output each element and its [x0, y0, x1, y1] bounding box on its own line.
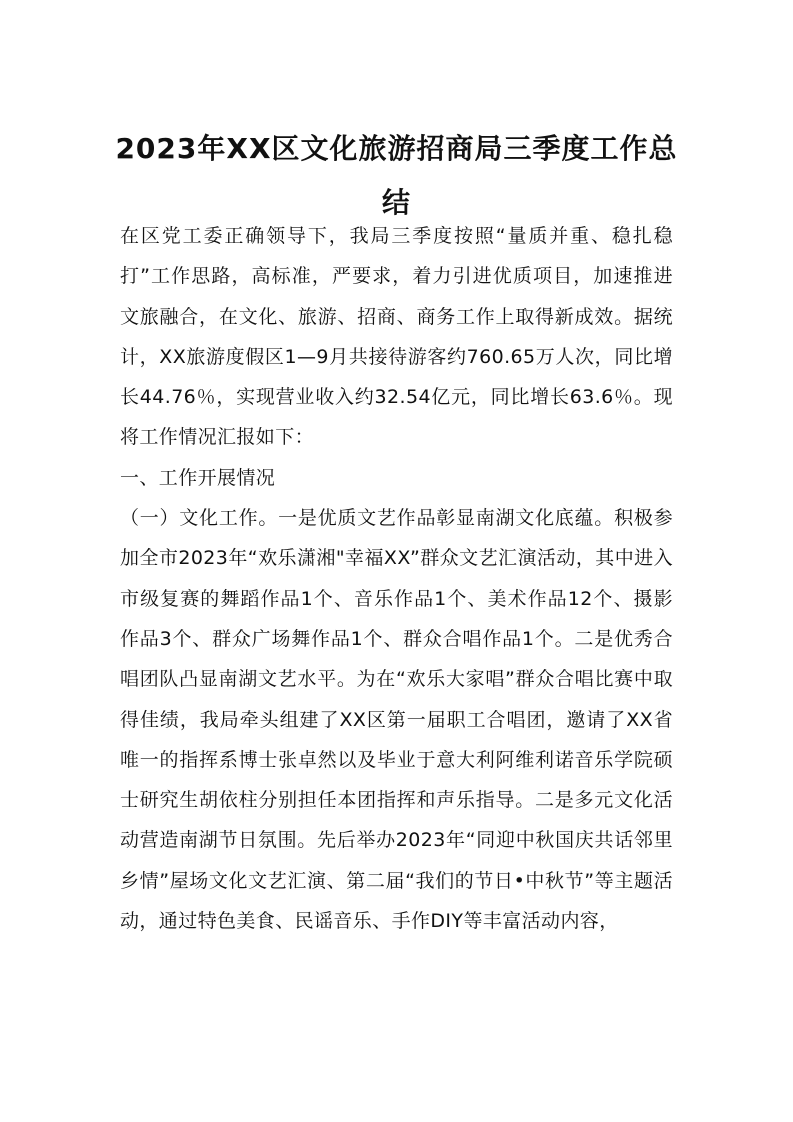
culture-work-paragraph: （一）文化工作。一是优质文艺作品彰显南湖文化底蕴。积极参加全市2023年“欢乐潇湘"幸福XX”群众文艺汇演活动，其中进入市级复赛的舞蹈作品1个、音乐作品1个、美术作品12个、摄影作品3个、群众广场舞作品1个、群众合唱作品1个。二是优秀合唱团队凸显南湖文艺水平。为在“欢乐大家唱”群众合唱比赛中取得佳绩，我局牵头组建了XX区第一届职工合唱团，邀请了XX省唯一的指挥系博士张卓然以及毕业于意大利阿维利诺音乐学院硕士研究生胡依柱分别担任本团指挥和声乐指导。二是多元文化活动营造南湖节日氛围。先后举办2023年“同迎中秋国庆共话邻里乡情”屋场文化文艺汇演、第二届“我们的节日•中秋节”等主题活动，通过特色美食、民谣音乐、手作DIY等丰富活动内容，: [120, 507, 673, 933]
document-title: 2023年XX区文化旅游招商局三季度工作总结: [115, 132, 678, 219]
document-body: [120, 216, 673, 941]
section-heading: 一、工作开展情况: [120, 466, 276, 489]
intro-paragraph: 在区党工委正确领导下，我局三季度按照“量质并重、稳扎稳打”工作思路，高标准，严要求，着力引进优质项目，加速推进文旅融合，在文化、旅游、招商、商务工作上取得新成效。据统计，XX旅游度假区1—9月共接待游客约760.65万人次，同比增长44.76％，实现营业收入约32.54亿元，同比增长63.6％。现将工作情况汇报如下：: [120, 225, 673, 449]
